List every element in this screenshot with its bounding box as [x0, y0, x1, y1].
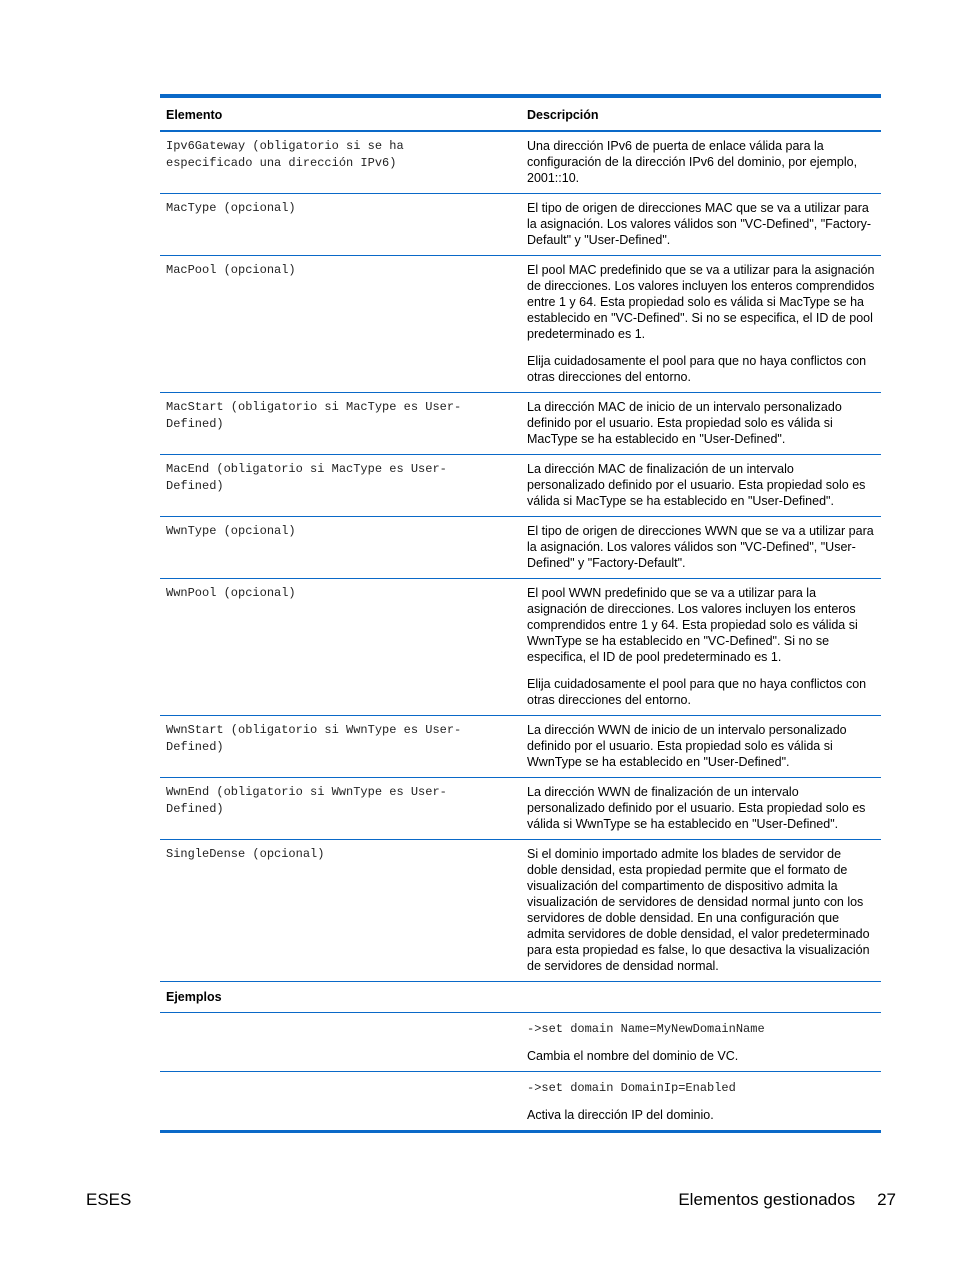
element-description [521, 716, 881, 778]
table-row [160, 131, 881, 194]
example-command: ->set domain DomainIp=Enabled [527, 1081, 736, 1095]
element-name: MacType (opcional) [160, 194, 521, 256]
description-paragraph: La dirección MAC de inicio de un intervalo personalizado definido por el usuario. Esta propiedad solo es válida si MacType se ha establecido en "User-Defined". [527, 400, 842, 446]
element-name: WwnEnd (obligatorio si WwnType es User-Defined) [160, 778, 521, 840]
description-paragraph: Una dirección IPv6 de puerta de enlace válida para la configuración de la dirección IPv6 del dominio, por ejemplo, 2001::10. [527, 139, 858, 185]
footer-language: ESES [86, 1190, 132, 1209]
element-description [521, 393, 881, 455]
table-row [160, 778, 881, 840]
element-name: WwnType (opcional) [160, 517, 521, 579]
properties-table [160, 98, 881, 1130]
description-paragraph: El tipo de origen de direcciones MAC que se va a utilizar para la asignación. Los valores válidos son "VC-Defined", "Factory-Default" y "User-Defined". [527, 201, 872, 247]
description-paragraph: Elija cuidadosamente el pool para que no haya conflictos con otras direcciones del entorno. [527, 677, 867, 707]
table-header-row [160, 98, 881, 131]
element-description [521, 517, 881, 579]
table-row [160, 517, 881, 579]
table-row [160, 716, 881, 778]
element-description [521, 579, 881, 716]
element-name: MacStart (obligatorio si MacType es User-Defined) [160, 393, 521, 455]
table-row [160, 455, 881, 517]
element-description [521, 131, 881, 194]
example-description: Cambia el nombre del dominio de VC. [527, 1049, 739, 1063]
example-command: ->set domain Name=MyNewDomainName [527, 1022, 765, 1036]
element-name: WwnPool (opcional) [160, 579, 521, 716]
table-row [160, 393, 881, 455]
example-empty-cell [160, 1072, 521, 1131]
examples-header-empty [521, 982, 881, 1013]
table-body [160, 131, 881, 1130]
element-name: SingleDense (opcional) [160, 840, 521, 982]
description-paragraph: Elija cuidadosamente el pool para que no haya conflictos con otras direcciones del entorno. [527, 354, 867, 384]
table-row [160, 256, 881, 393]
element-name: MacPool (opcional) [160, 256, 521, 393]
properties-table-container [160, 94, 881, 1133]
example-empty-cell [160, 1013, 521, 1072]
table-row [160, 194, 881, 256]
examples-label: Ejemplos [160, 982, 521, 1013]
header-element: Elemento [160, 98, 521, 131]
example-cell [521, 1072, 881, 1131]
element-description [521, 778, 881, 840]
element-description [521, 256, 881, 393]
element-description [521, 455, 881, 517]
table-row [160, 840, 881, 982]
description-paragraph: El pool MAC predefinido que se va a utilizar para la asignación de direcciones. Los valores incluyen los enteros comprendidos entre 1 y 64. Esta propiedad solo es válida si MacType se ha establecido en "VC-Defined". Si no se especifica, el ID de pool predeterminado es 1. [527, 263, 875, 341]
description-paragraph: El pool WWN predefinido que se va a utilizar para la asignación de direcciones. Los valores incluyen los enteros comprendidos entre 1 y 64. Esta propiedad solo es válida si WwnType se ha establecido en "VC-Defined". Si no se especifica, el ID de pool predeterminado es 1. [527, 586, 858, 664]
header-description: Descripción [521, 98, 881, 131]
examples-header-row [160, 982, 881, 1013]
element-name: WwnStart (obligatorio si WwnType es User-Defined) [160, 716, 521, 778]
example-description: Activa la dirección IP del dominio. [527, 1108, 714, 1122]
description-paragraph: El tipo de origen de direcciones WWN que se va a utilizar para la asignación. Los valores válidos son "VC-Defined", "User-Defined" y "Factory-Default". [527, 524, 874, 570]
footer-page-info [678, 1190, 896, 1210]
element-description [521, 194, 881, 256]
description-paragraph: La dirección WWN de finalización de un intervalo personalizado definido por el usuario. Esta propiedad solo es válida si WwnType se ha establecido en "User-Defined". [527, 785, 866, 831]
example-row [160, 1072, 881, 1131]
footer-section-title: Elementos gestionados [678, 1190, 856, 1209]
element-name: MacEnd (obligatorio si MacType es User-Defined) [160, 455, 521, 517]
footer-page-number: 27 [877, 1190, 896, 1209]
table-row [160, 579, 881, 716]
element-description [521, 840, 881, 982]
description-paragraph: La dirección MAC de finalización de un intervalo personalizado definido por el usuario. Esta propiedad solo es válida si MacType se ha establecido en "User-Defined". [527, 462, 866, 508]
description-paragraph: Si el dominio importado admite los blades de servidor de doble densidad, esta propiedad permite que el formato de visualización del compartimento de dispositivo admita la visualización de servidores de densidad normal junto con los servidores de doble densidad. En una configuración que admita servidores de doble densidad, el valor predeterminado para esta propiedad es false, lo que desactiva la visualización de servidores de densidad normal. [527, 847, 870, 973]
description-paragraph: La dirección WWN de inicio de un intervalo personalizado definido por el usuario. Esta propiedad solo es válida si WwnType se ha establecido en "User-Defined". [527, 723, 847, 769]
element-name: Ipv6Gateway (obligatorio si se ha especificado una dirección IPv6) [160, 131, 521, 194]
example-cell [521, 1013, 881, 1072]
example-row [160, 1013, 881, 1072]
